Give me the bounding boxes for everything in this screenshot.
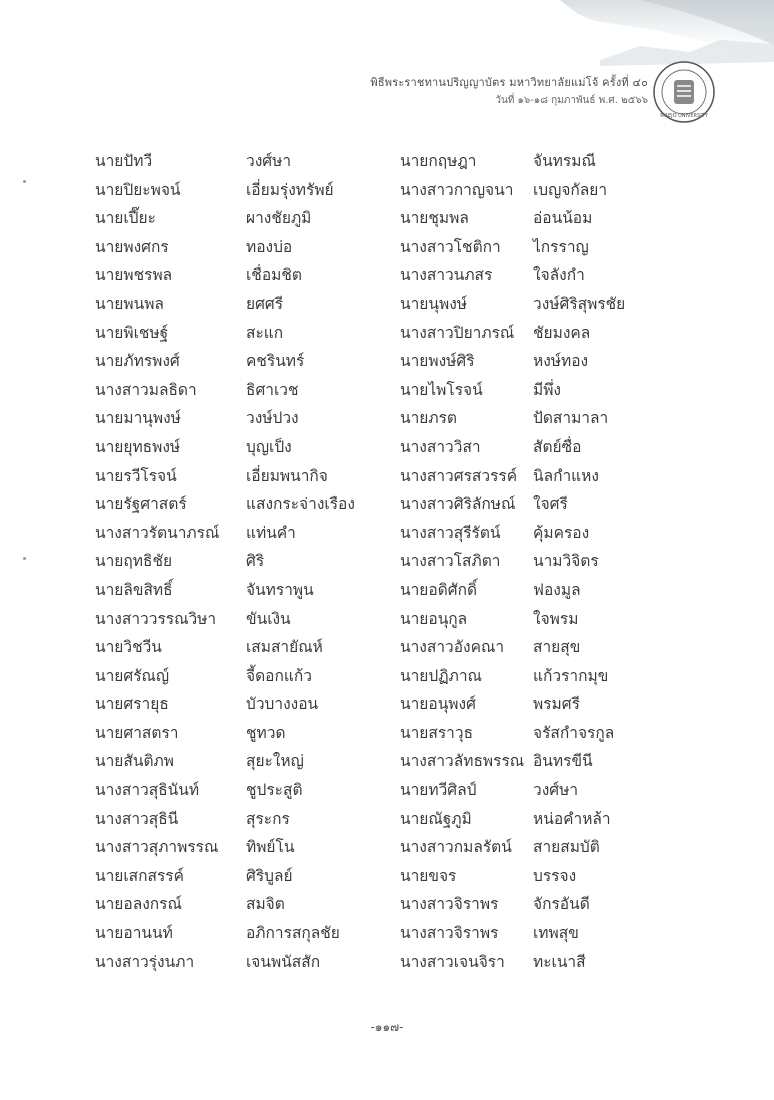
name-row — [95, 376, 675, 405]
margin-mark — [23, 557, 26, 560]
left-last-name: เอี่ยมรุ่งทรัพย์ — [246, 180, 334, 199]
svg-text:MAEJO UNIVERSITY: MAEJO UNIVERSITY — [660, 113, 708, 119]
right-first-name: นางสาวลัทธพรรณ — [400, 752, 525, 771]
left-last-name: วงษ์ปวง — [246, 409, 299, 428]
right-last-name: ปัดสามาลา — [533, 409, 609, 428]
left-last-name: วงศ์ษา — [246, 152, 292, 170]
left-first-name: นายสันติภพ — [95, 752, 174, 771]
right-first-name: นางสาวเจนจิรา — [400, 952, 505, 971]
left-last-name: สมจิต — [246, 895, 285, 914]
left-first-name: นายปิยะพจน์ — [95, 180, 181, 199]
left-first-name: นายอลงกรณ์ — [95, 895, 182, 914]
left-last-name: สุระกร — [246, 809, 290, 828]
left-first-name: นางสาวมลธิดา — [95, 380, 197, 399]
left-first-name: นางสาวรุ่งนภา — [95, 952, 195, 971]
right-first-name: นายณัฐภูมิ — [400, 809, 472, 828]
right-first-name: นางสาววิสา — [400, 437, 481, 456]
name-row — [95, 833, 675, 862]
left-first-name: นายยุทธพงษ์ — [95, 437, 181, 456]
margin-mark — [23, 180, 26, 183]
left-last-name: เจนพนัสสัก — [246, 952, 321, 971]
right-last-name: เทพสุข — [533, 924, 579, 943]
left-last-name: ขันเงิน — [246, 609, 291, 628]
right-first-name: นางสาวนภสร — [400, 266, 493, 285]
name-row — [95, 462, 675, 491]
ceremony-title: พิธีพระราชทานปริญญาบัตร มหาวิทยาลัยแม่โจ้ ครั้งที่ ๔๐ — [370, 76, 648, 89]
name-row — [95, 319, 675, 348]
name-row — [95, 490, 675, 519]
name-row — [95, 605, 675, 634]
left-last-name: ยศศรี — [246, 294, 284, 313]
university-seal-icon — [652, 60, 716, 124]
right-first-name: นายปฏิภาณ — [400, 666, 482, 685]
right-first-name: นายขจร — [400, 866, 457, 885]
name-row — [95, 890, 675, 919]
left-last-name: บุญเป็ง — [246, 437, 292, 456]
ceremony-header — [370, 73, 648, 108]
name-row — [95, 805, 675, 834]
right-first-name: นางสาวกมลรัตน์ — [400, 838, 512, 857]
right-last-name: ทะเนาสี — [533, 952, 586, 971]
left-first-name: นายวิชวีน — [95, 638, 162, 657]
right-first-name: นายนุพงษ์ — [400, 294, 467, 313]
right-last-name: จันทรมณี — [533, 152, 596, 170]
graduate-name-list — [95, 147, 675, 976]
right-first-name: นางสาวสุรีรัตน์ — [400, 523, 501, 542]
left-first-name: นายศรัณญ์ — [95, 666, 170, 685]
name-row — [95, 147, 675, 176]
right-first-name: นางสาวอังคณา — [400, 638, 505, 657]
left-first-name: นายเสกสรรค์ — [95, 866, 185, 885]
name-row — [95, 433, 675, 462]
right-last-name: จรัสกำจรกูล — [533, 723, 615, 742]
name-row — [95, 776, 675, 805]
left-last-name: ศิริบูลย์ — [246, 866, 293, 885]
left-first-name: นางสาวสุธินี — [95, 809, 179, 828]
right-last-name: อินทรขีนี — [533, 752, 593, 771]
right-last-name: นามวิจิตร — [533, 552, 599, 571]
right-first-name: นางสาวจิราพร — [400, 895, 499, 914]
right-last-name: หงษ์ทอง — [533, 352, 589, 371]
right-last-name: สายสุข — [533, 638, 581, 657]
right-first-name: นางสาวโสภิตา — [400, 552, 501, 571]
left-last-name: ชูประสูติ — [246, 781, 303, 800]
left-first-name: นายพงศกร — [95, 237, 169, 256]
right-first-name: นายภรต — [400, 409, 457, 428]
left-last-name: เอี่ยมพนากิจ — [246, 466, 328, 485]
right-last-name: ใจพรม — [533, 609, 579, 628]
right-last-name: ไกรราญ — [533, 237, 589, 256]
right-last-name: พรมศรี — [533, 695, 580, 714]
left-first-name: นายปัทวี — [95, 152, 153, 170]
left-first-name: นางสาวรัตนาภรณ์ — [95, 523, 220, 542]
right-last-name: นิลกำแหง — [533, 466, 599, 485]
right-first-name: นายอนุพงศ์ — [400, 695, 476, 714]
right-first-name: นายพงษ์ศิริ — [400, 352, 475, 371]
left-last-name: จี้ดอกแก้ว — [246, 666, 312, 685]
page-number: -๑๑๗- — [370, 1020, 404, 1034]
right-last-name: ฟองมูล — [533, 580, 581, 599]
right-first-name: นางสาวศิริลักษณ์ — [400, 495, 516, 514]
right-last-name: สายสมบัติ — [533, 838, 600, 857]
left-last-name: คชรินทร์ — [246, 352, 305, 371]
left-last-name: ทิพย์โน — [246, 838, 295, 857]
ceremony-date: วันที่ ๑๖-๑๘ กุมภาพันธ์ พ.ศ. ๒๕๖๖ — [495, 95, 648, 106]
name-row — [95, 662, 675, 691]
left-first-name: นายพชรพล — [95, 266, 173, 285]
right-last-name: บรรจง — [533, 866, 577, 885]
name-row — [95, 633, 675, 662]
right-first-name: นางสาวกาญจนา — [400, 180, 514, 199]
name-row — [95, 233, 675, 262]
left-last-name: สุยะใหญ่ — [246, 752, 304, 771]
right-first-name: นายกฤษฎา — [400, 152, 477, 170]
right-first-name: นายสราวุธ — [400, 723, 474, 742]
left-first-name: นายมานุพงษ์ — [95, 409, 181, 428]
name-row — [95, 404, 675, 433]
name-row — [95, 347, 675, 376]
right-last-name: มีพึ่ง — [533, 380, 562, 399]
name-row — [95, 948, 675, 977]
left-first-name: นายศาสตรา — [95, 723, 179, 742]
right-last-name: วงศ์ษา — [533, 781, 579, 800]
right-last-name: อ่อนน้อม — [533, 209, 593, 228]
left-first-name: นายศรายุธ — [95, 695, 169, 714]
name-row — [95, 862, 675, 891]
left-first-name: นายลิขสิทธิ์ — [95, 580, 173, 599]
left-last-name: ทองบ่อ — [246, 237, 293, 256]
left-last-name: เชื่อมชิต — [246, 266, 302, 285]
left-last-name: เสมสายัณห์ — [246, 638, 323, 657]
left-first-name: นายอานนท์ — [95, 924, 173, 943]
left-last-name: ธิศาเวช — [246, 380, 299, 399]
right-last-name: คุ้มครอง — [533, 523, 590, 542]
name-row — [95, 690, 675, 719]
name-row — [95, 261, 675, 290]
name-row — [95, 547, 675, 576]
left-last-name: บัวบางงอน — [246, 695, 319, 714]
right-first-name: นายชุมพล — [400, 209, 469, 228]
right-first-name: นางสาวศรสวรรค์ — [400, 466, 518, 485]
name-row — [95, 719, 675, 748]
name-row — [95, 176, 675, 205]
left-last-name: สะแก — [246, 323, 284, 342]
right-first-name: นายทวีศิลป์ — [400, 781, 477, 800]
right-last-name: สัตย์ซื่อ — [533, 437, 582, 456]
right-first-name: นางสาวโชติกา — [400, 237, 501, 256]
left-last-name: ศิริ — [246, 552, 265, 571]
name-row — [95, 747, 675, 776]
left-first-name: นายรัฐศาสตร์ — [95, 495, 187, 514]
right-last-name: ใจศรี — [533, 495, 568, 514]
right-last-name: จักรอันดี — [533, 895, 590, 914]
left-first-name: นายพิเชษฐ์ — [95, 323, 169, 342]
right-first-name: นางสาวจิราพร — [400, 924, 499, 943]
name-row — [95, 919, 675, 948]
left-first-name: นายฤทธิชัย — [95, 552, 173, 571]
right-last-name: แก้วรากมุข — [533, 666, 609, 685]
right-last-name: เบญจกัลยา — [533, 180, 608, 199]
left-first-name: นายรวีโรจน์ — [95, 466, 177, 485]
right-first-name: นายอดิศักดิ์ — [400, 580, 478, 599]
name-row — [95, 290, 675, 319]
left-first-name: นายพนพล — [95, 294, 164, 313]
left-first-name: นายเปี๊ยะ — [95, 209, 156, 228]
left-last-name: จันทราพูน — [246, 580, 314, 599]
right-last-name: วงษ์ศิริสุพรชัย — [533, 294, 626, 313]
left-last-name: แสงกระจ่างเรือง — [246, 495, 355, 514]
left-last-name: ชูทวด — [246, 723, 286, 742]
left-last-name: อภิการสกุลชัย — [246, 924, 340, 943]
left-first-name: นางสาววรรณวิษา — [95, 609, 217, 628]
name-row — [95, 519, 675, 548]
left-first-name: นางสาวสุภาพรรณ — [95, 838, 219, 857]
left-first-name: นางสาวสุธินันท์ — [95, 781, 200, 800]
left-last-name: แท่นคำ — [246, 523, 296, 542]
right-last-name: ใจลังกำ — [533, 266, 585, 285]
right-first-name: นายอนุกูล — [400, 609, 468, 628]
name-row — [95, 204, 675, 233]
left-first-name: นายภัทรพงศ์ — [95, 352, 180, 371]
name-row — [95, 576, 675, 605]
left-last-name: ผางชัยภูมิ — [246, 209, 312, 228]
right-first-name: นางสาวปิยาภรณ์ — [400, 323, 515, 342]
right-last-name: ชัยมงคล — [533, 323, 591, 342]
right-first-name: นายไพโรจน์ — [400, 380, 483, 399]
right-last-name: หน่อคำหล้า — [533, 809, 611, 828]
